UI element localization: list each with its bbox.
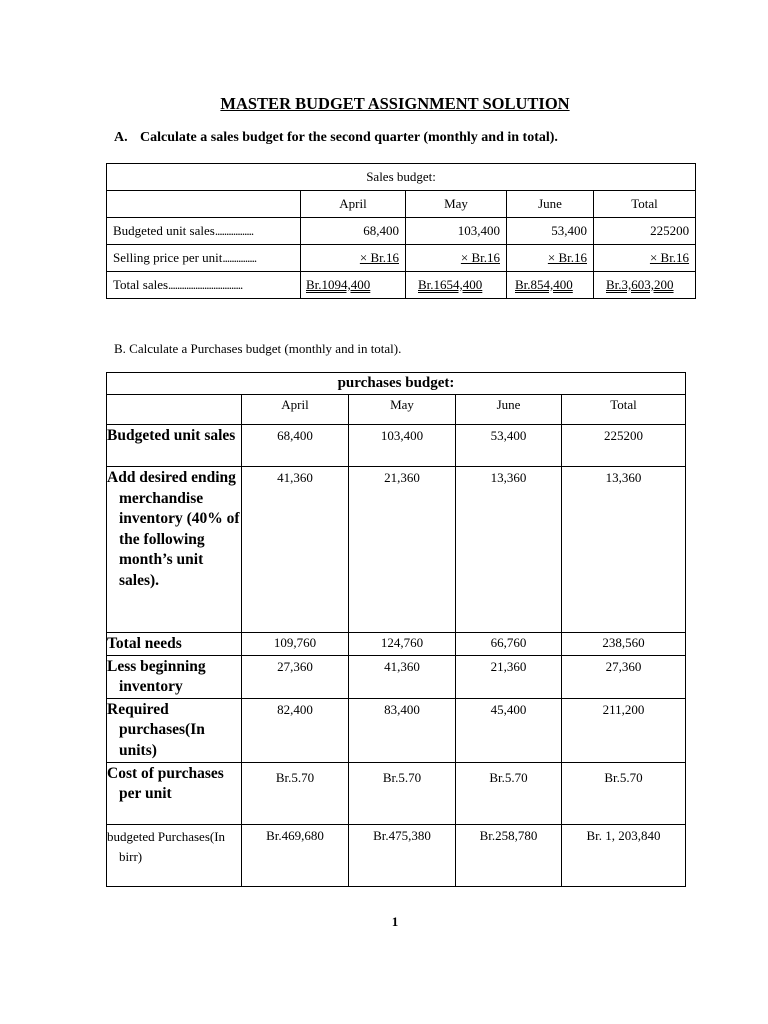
purchases-header-empty <box>107 395 242 425</box>
sales-col-total: Total <box>594 191 696 218</box>
purchases-cell: 68,400 <box>242 425 349 467</box>
table-row <box>107 218 696 245</box>
purchases-cell: 27,360 <box>242 655 349 698</box>
purchases-row-label: Add desired ending merchandise inventory (40% of the following month’s unit sales). <box>107 467 242 633</box>
purchases-row-label: Required purchases(In units) <box>107 698 242 762</box>
purchases-budget-caption: purchases budget: <box>107 373 686 395</box>
sales-cell: × Br.16 <box>507 245 594 272</box>
purchases-cell: 211,200 <box>562 698 686 762</box>
table-row <box>107 655 686 698</box>
purchases-col-june: June <box>456 395 562 425</box>
sales-cell: × Br.16 <box>594 245 696 272</box>
sales-cell: Br.3,603,200 <box>594 272 696 299</box>
purchases-cell: 53,400 <box>456 425 562 467</box>
sales-cell: Br.1654,400 <box>406 272 507 299</box>
purchases-row-label: Less beginning inventory <box>107 655 242 698</box>
table-row <box>107 633 686 656</box>
purchases-cell: Br.5.70 <box>562 762 686 824</box>
purchases-cell: Br.475,380 <box>349 824 456 886</box>
purchases-cell: Br.5.70 <box>242 762 349 824</box>
purchases-cell: Br.258,780 <box>456 824 562 886</box>
purchases-cell: 103,400 <box>349 425 456 467</box>
purchases-row-label: Total needs <box>107 633 242 656</box>
purchases-cell: 13,360 <box>456 467 562 633</box>
sales-col-june: June <box>507 191 594 218</box>
page-number: 1 <box>391 914 399 929</box>
table-row <box>107 824 686 886</box>
purchases-col-total: Total <box>562 395 686 425</box>
purchases-row-label: budgeted Purchases(In birr) <box>107 824 242 886</box>
sales-header-empty <box>107 191 301 218</box>
sales-cell: 68,400 <box>301 218 406 245</box>
purchases-cell: 41,360 <box>349 655 456 698</box>
sales-cell: 103,400 <box>406 218 507 245</box>
sales-budget-table <box>106 163 696 299</box>
sales-cell: Br.854,400 <box>507 272 594 299</box>
table-row <box>107 762 686 824</box>
purchases-cell: 66,760 <box>456 633 562 656</box>
table-row <box>107 425 686 467</box>
sales-cell: 53,400 <box>507 218 594 245</box>
section-a-text: Calculate a sales budget for the second quarter (monthly and in total). <box>140 130 558 145</box>
section-b-heading: B. Calculate a Purchases budget (monthly and in total). <box>114 341 402 356</box>
sales-row-label: Total sales................................. <box>107 272 301 299</box>
table-row <box>107 698 686 762</box>
purchases-cell: 109,760 <box>242 633 349 656</box>
sales-row-label: Budgeted unit sales................. <box>107 218 301 245</box>
sales-row-label: Selling price per unit............... <box>107 245 301 272</box>
section-a-heading <box>114 130 558 146</box>
purchases-cell: 27,360 <box>562 655 686 698</box>
table-row <box>107 467 686 633</box>
purchases-cell: 21,360 <box>456 655 562 698</box>
sales-col-april: April <box>301 191 406 218</box>
sales-cell: Br.1094,400 <box>301 272 406 299</box>
purchases-budget-table <box>106 372 686 887</box>
table-row <box>107 245 696 272</box>
purchases-cell: 225200 <box>562 425 686 467</box>
document-title: MASTER BUDGET ASSIGNMENT SOLUTION <box>220 94 570 113</box>
purchases-row-label: Budgeted unit sales <box>107 425 242 467</box>
sales-cell: × Br.16 <box>301 245 406 272</box>
purchases-cell: Br. 1, 203,840 <box>562 824 686 886</box>
purchases-cell: 238,560 <box>562 633 686 656</box>
sales-col-may: May <box>406 191 507 218</box>
purchases-header-row <box>107 395 686 425</box>
purchases-col-april: April <box>242 395 349 425</box>
purchases-cell: 124,760 <box>349 633 456 656</box>
purchases-cell: 13,360 <box>562 467 686 633</box>
purchases-cell: 21,360 <box>349 467 456 633</box>
sales-budget-caption: Sales budget: <box>107 164 696 191</box>
purchases-cell: 41,360 <box>242 467 349 633</box>
purchases-cell: 45,400 <box>456 698 562 762</box>
purchases-cell: Br.5.70 <box>456 762 562 824</box>
sales-header-row <box>107 191 696 218</box>
purchases-cell: Br.469,680 <box>242 824 349 886</box>
sales-cell: 225200 <box>594 218 696 245</box>
purchases-cell: 82,400 <box>242 698 349 762</box>
table-row <box>107 272 696 299</box>
purchases-cell: 83,400 <box>349 698 456 762</box>
section-a-marker: A. <box>114 130 128 145</box>
purchases-cell: Br.5.70 <box>349 762 456 824</box>
purchases-col-may: May <box>349 395 456 425</box>
sales-cell: × Br.16 <box>406 245 507 272</box>
purchases-row-label: Cost of purchases per unit <box>107 762 242 824</box>
